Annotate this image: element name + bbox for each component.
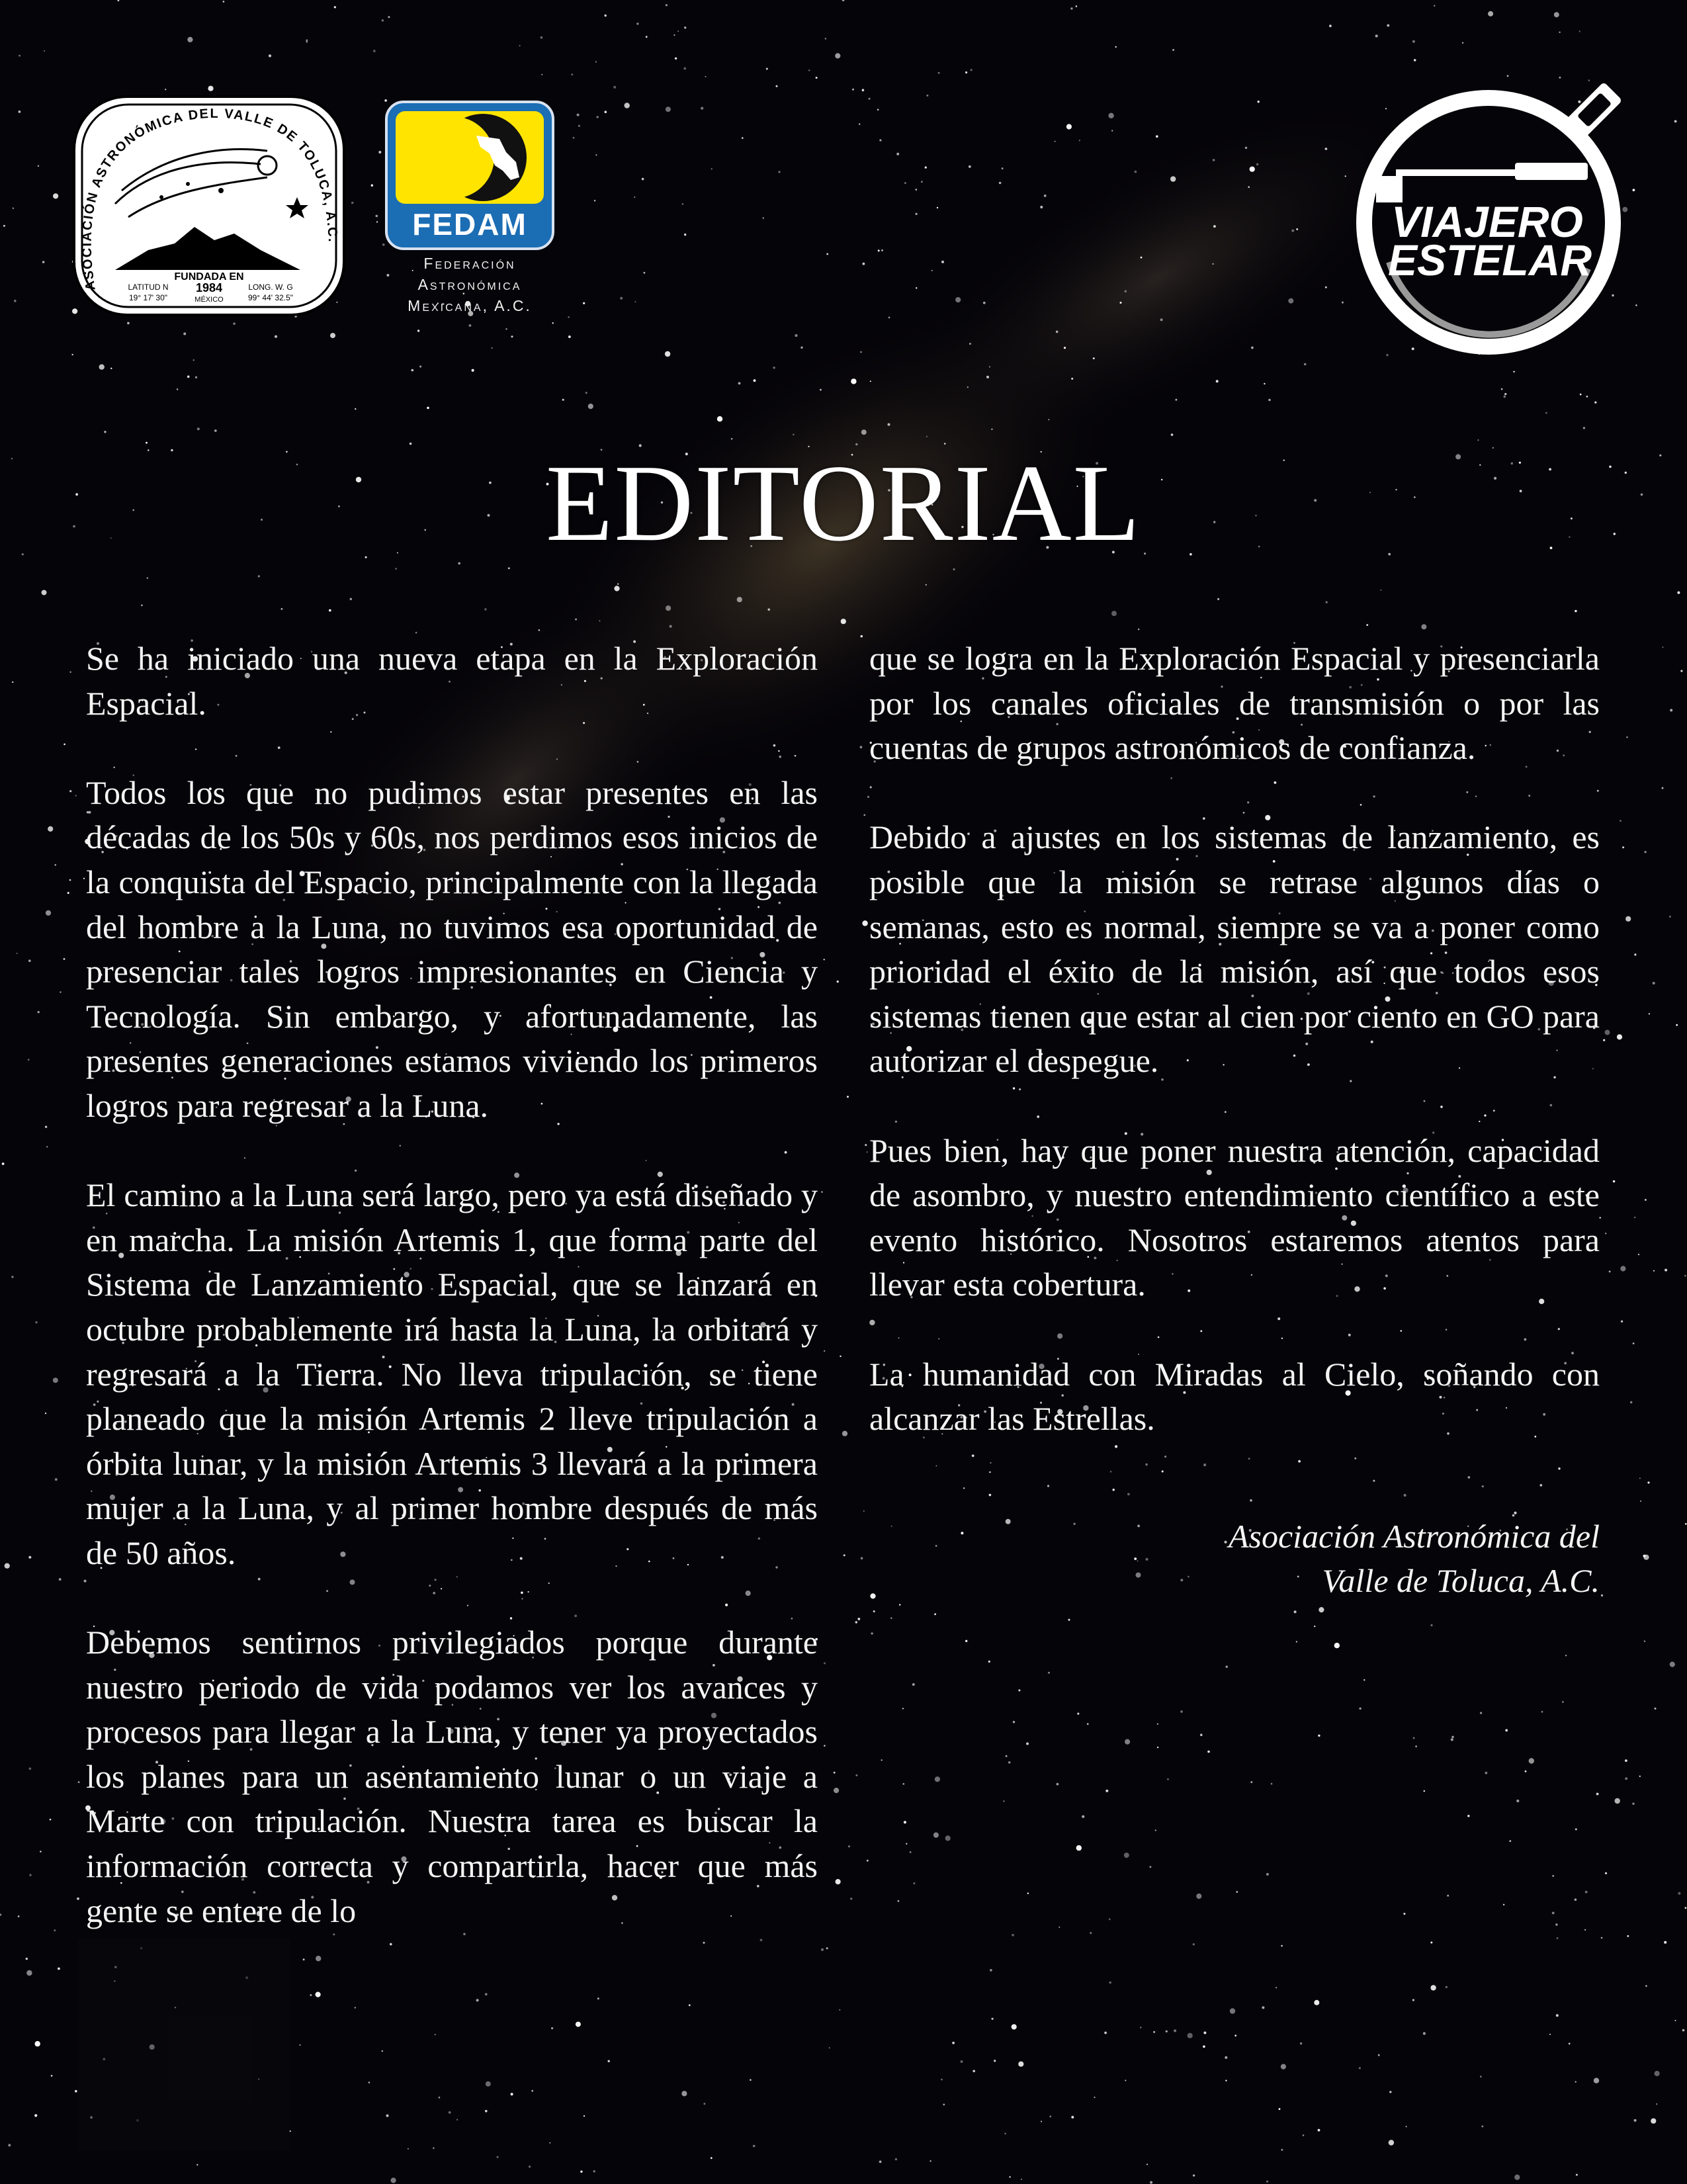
paragraph: La humanidad con Miradas al Cielo, soñando con alcanzar las Estrellas. — [869, 1355, 1600, 1438]
viajero-line-2: ESTELAR — [1387, 236, 1592, 284]
left-column — [86, 636, 818, 1978]
paragraph: Todos los que no pudimos estar presentes en las décadas de los 50s y 60s, nos perdimos esos inicios de la conquista del Espacio, principalmente con la llegada del hombre a la Luna, no tuvimos esa oportunidad de presenciar tales logros impresionantes en Ciencia y Tecnología. Sin embargo, y afortunadamente, las presentes generaciones estamos viviendo los primeros logros para regresar a la Luna. — [86, 773, 818, 1124]
aavt-logo — [69, 91, 349, 320]
signature — [869, 1514, 1600, 1604]
aavt-ring-text: ASOCIACIÓN ASTRONÓMICA DEL VALLE DE TOLUCA, A.C. — [79, 106, 341, 292]
right-column — [869, 636, 1600, 1604]
aavt-founded-label: FUNDADA EN — [174, 271, 244, 283]
signature-line-1: Asociación Astronómica del — [1228, 1517, 1600, 1555]
aavt-lat-label: LATITUD N — [128, 283, 169, 292]
fedam-logo — [384, 99, 556, 251]
paragraph: El camino a la Luna será largo, pero ya está diseñado y en marcha. La misión Artemis 1, que forma parte del Sistema de Lanzamiento Espacial, que se lanzará en octubre probablemente irá hasta la Luna, la orbitará y regresará a la Tierra. No lleva tripulación, se tiene planeado que la misión Artemis 2 lleve tripulación a órbita lunar, y la misión Artemis 3 llevará a la primera mujer a la Luna, y al primer hombre después de más de 50 años. — [86, 1176, 818, 1571]
aavt-founded-year: 1984 — [195, 281, 223, 294]
fedam-caption-line-1: Federación — [423, 255, 516, 272]
aavt-long-value: 99° 44' 32.5" — [247, 293, 294, 302]
aavt-country: MÉXICO — [195, 296, 224, 304]
fedam-name: FEDAM — [412, 207, 527, 241]
dark-overlay-box — [78, 1939, 290, 2150]
aavt-lat-value: 19° 17' 30" — [128, 293, 168, 302]
signature-line-2: Valle de Toluca, A.C. — [1322, 1562, 1600, 1600]
paragraph: que se logra en la Exploración Espacial y presenciarla por los canales oficiales de transmisión o por las cuentas de grupos astronómicos de confianza. — [869, 640, 1600, 767]
viajero-estelar-logo — [1350, 64, 1641, 361]
aavt-long-label: LONG. W. G — [248, 283, 293, 292]
fedam-caption-line-2: Astronómica — [417, 276, 522, 293]
paragraph: Debemos sentirnos privilegiados porque durante nuestro periodo de vida podamos ver los avances y procesos para llegar a la Luna, y tener ya proyectados los planes para un asentamiento lunar o un viaje a Marte con tripulación. Nuestra tarea es buscar la información correcta y compartirla, hacer que más gente se entere de lo — [86, 1624, 818, 1929]
page-title: EDITORIAL — [545, 442, 1142, 564]
fedam-caption — [370, 253, 569, 316]
paragraph: Debido a ajustes en los sistemas de lanzamiento, es posible que la misión se retrase algunos días o semanas, esto es normal, siempre se va a poner como prioridad el éxito de la misión, así que todos esos sistemas tienen que estar al cien por ciento en GO para autorizar el despegue. — [869, 818, 1600, 1080]
paragraph: Pues bien, hay que poner nuestra atención, capacidad de asombro, y nuestro entendimiento científico a este evento histórico. Nosotros estaremos atentos para llevar esta cobertura. — [869, 1131, 1600, 1303]
viajero-line-1: VIAJERO — [1391, 197, 1583, 246]
paragraph: Se ha iniciado una nueva etapa en la Exploración Espacial. — [86, 640, 818, 722]
fedam-caption-line-3: Mexicana, A.C. — [408, 297, 532, 314]
